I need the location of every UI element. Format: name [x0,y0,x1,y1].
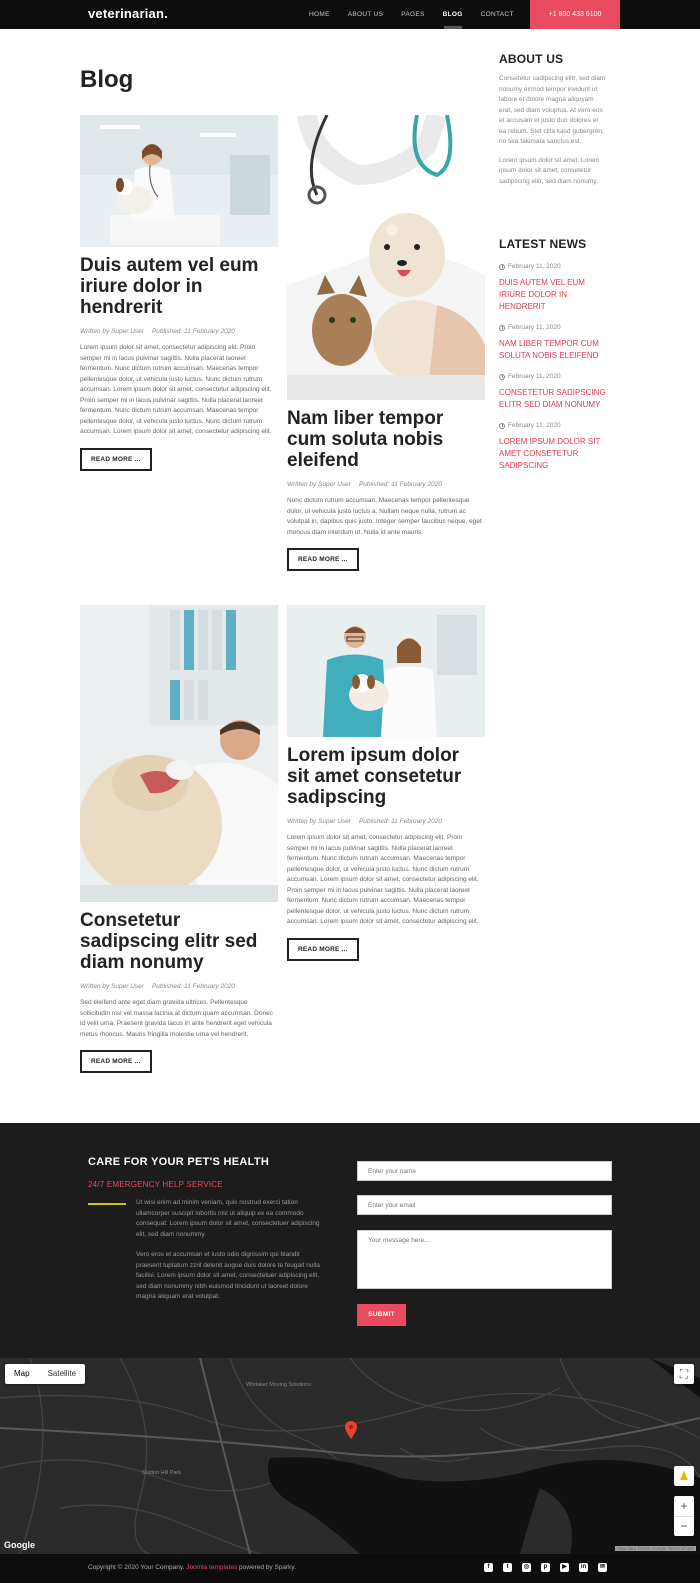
nav-contact[interactable]: CONTACT [480,11,514,18]
post-excerpt: Nunc dictum rutrum accumsan. Maecenas tempor pellentesque dolor, ut vehicula justo luctus a. Nullam neque nulla, rutrum ac volutpat in, dapibus quis justo. Integer semper faucibus neque, eget rhoncus diam interdum ut. Nulla id ante mauris. [287,497,482,536]
contact-subtitle: 24/7 EMERGENCY HELP SERVICE [88,1180,223,1189]
post-image-puppy-and-kitten[interactable] [287,115,485,400]
read-more-button[interactable]: READ MORE ... [80,1050,152,1073]
page-title: Blog [80,66,134,93]
news-date [499,324,607,331]
post-excerpt: Lorem ipsum dolor sit amet, consectetur adipiscing elit. Proin semper mi in lacus pulvinar sagittis. Nulla placerat laoreet fermentum. Nunc dictum rutrum accumsan. Maecenas tempor pellentesque dolor, ut vehicula justo luctus. Nunc dictum rutrum accumsan. Lorem ipsum dolor sit amet, consectetur adipiscing elit. Proin semper mi in lacus pulvinar sagittis. Nulla placerat laoreet fermentum. Nunc dictum rutrum accumsan. Maecenas tempor pellentesque dolor, ut vehicula justo luctus. Nunc dictum rutrum accumsan. Lorem ipsum dolor sit amet, consectetur adipiscing elit. [287,834,479,925]
google-logo: Google [4,1540,35,1550]
post-excerpt: Sed eleifend ante eget diam gravida ultrices. Pellentesque sollicitudin nisl vel massa lacinia at dictum quam accumsan. Donec id velit urna. Praesent gravida lacus in ante hendrerit eget vehicula metus rhoncus. Mauris fringilla molestie urna vel hendrerit. [80,999,273,1038]
news-link[interactable]: LOREM IPSUM DOLOR SIT AMET CONSETETUR SADIPSCING [499,437,601,470]
map-label: Station Hill Park [142,1470,182,1476]
post-title[interactable]: Consetetur sadipscing elitr sed diam nonumy [80,910,258,973]
map-tab[interactable]: Map [14,1369,30,1378]
nav-about-us[interactable]: ABOUT US [347,11,384,18]
post-excerpt: Lorem ipsum dolor sit amet, consectetur adipiscing elit. Proin semper mi in lacus pulvinar sagittis. Nulla placerat laoreet fermentum. Nunc dictum rutrum accumsan. Maecenas tempor pellentesque dolor, ut vehicula justo luctus. Nunc dictum rutrum accumsan. Lorem ipsum dolor sit amet, consectetur adipiscing elit. Proin semper mi in lacus pulvinar sagittis. Nulla placerat laoreet fermentum. Nunc dictum rutrum accumsan. Maecenas tempor pellentesque dolor, ut vehicula justo luctus. Nunc dictum rutrum accumsan. Lorem ipsum dolor sit amet, consectetur adipiscing elit. [80,344,272,435]
top-navbar [0,0,700,29]
satellite-tab[interactable]: Satellite [47,1369,77,1378]
map-attribution[interactable]: Map data ©2020 Google Terms of Use [617,1546,694,1551]
news-date-text: February 11, 2020 [508,373,561,380]
footer [0,1554,700,1583]
clock-icon [499,423,505,429]
message-textarea[interactable] [357,1230,612,1289]
read-more-button[interactable]: READ MORE ... [80,448,152,471]
post-meta [287,481,485,488]
google-map[interactable] [0,1358,700,1554]
joomla-templates-link[interactable]: Joomla templates [186,1564,238,1571]
map-pin-icon[interactable] [345,1421,357,1439]
pinterest-icon[interactable]: p [541,1563,550,1572]
about-text: Consetetur sadipscing elitr, sed diam nonumy eirmod tempor invidunt ut labore et dolore magna aliquyam erat, sed diam voluptua. At vero eos et accusam et justo duo dolores et ea rebum. Stet clita kasd gubergren, no sea takimata sanctus est. [499,75,606,145]
clock-icon [499,374,505,380]
post-image-vet-examining-dog[interactable] [80,605,278,902]
map-type-control [5,1364,85,1384]
post-date: Published: 11 February 2020 [151,983,235,990]
instagram-icon[interactable]: ◎ [523,1564,530,1570]
fullscreen-icon[interactable]: ⛶ [674,1364,694,1384]
post-image-vet-with-dog[interactable] [80,115,278,247]
post-title[interactable]: Lorem ipsum dolor sit amet consetetur sadipscing [287,745,462,808]
post-image-two-vets-with-dog[interactable] [287,605,485,737]
post-title[interactable]: Nam liber tempor cum soluta nobis eleifend [287,408,444,471]
news-date-text: February 11, 2020 [508,324,561,331]
blog-post [287,115,485,571]
nav-blog[interactable]: BLOG [434,0,472,29]
news-date-text: February 11, 2020 [508,422,561,429]
news-date [499,422,607,429]
social-links [484,1563,607,1572]
twitter-icon[interactable]: t [503,1563,512,1572]
contact-section [0,1123,700,1358]
blog-post [287,605,485,961]
copyright [88,1564,296,1571]
contact-text: Vero eros et accumsan et iusto odio dignissim qui blandit praesent luptatum zzril delenit augue duis dolore te feugait nulla facilisi. Lorem ipsum dolor sit amet, consectetuer adipiscing elit, sed diam nonummy nibh euismod tincidunt ut laoreet dolore magna aliquam erat volutpat. [136,1251,320,1300]
blog-post [80,605,278,1073]
about-heading: ABOUT US [499,52,564,66]
news-link[interactable]: DUIS AUTEM VEL EUM IRIURE DOLOR IN HENDRERIT [499,278,585,311]
phone-button[interactable]: +1 800 433 6100 [530,0,620,29]
email-input[interactable] [357,1195,612,1215]
blog-post [80,115,278,471]
read-more-button[interactable]: READ MORE ... [287,548,359,571]
name-input[interactable] [357,1161,612,1181]
post-author: Written by Super User [287,818,351,825]
facebook-icon[interactable]: f [484,1563,493,1572]
news-date-text: February 11, 2020 [508,263,561,270]
youtube-icon[interactable]: ▶ [560,1563,569,1572]
post-author: Written by Super User [80,328,144,335]
main-nav [300,0,523,29]
read-more-button[interactable]: READ MORE ... [287,938,359,961]
contact-title: CARE FOR YOUR PET'S HEALTH [88,1156,270,1168]
accent-divider [88,1203,126,1205]
zoom-out-icon[interactable]: − [674,1516,694,1536]
post-author: Written by Super User [80,983,144,990]
email-icon[interactable]: ✉ [599,1564,606,1570]
news-date [499,263,607,270]
news-link[interactable]: NAM LIBER TEMPOR CUM SOLUTA NOBIS ELEIFEND [499,339,599,360]
news-link[interactable]: CONSETETUR SADIPSCING ELITR SED DIAM NONUMY [499,388,606,409]
map-canvas[interactable] [0,1358,700,1554]
clock-icon [499,264,505,270]
street-view-pegman-icon[interactable]: ♟ [674,1466,694,1486]
post-meta [80,983,278,990]
site-logo[interactable]: veterinarian. [88,6,168,21]
post-date: Published: 11 February 2020 [358,818,442,825]
post-date: Published: 11 February 2020 [358,481,442,488]
post-title[interactable]: Duis autem vel eum iriure dolor in hendrerit [80,255,259,318]
nav-home[interactable]: HOME [309,11,330,18]
sidebar [499,52,607,472]
post-meta [287,818,485,825]
zoom-in-icon[interactable]: + [680,1499,688,1513]
about-text: Lorem ipsum dolor sit amet. Lorem ipsum dolor sit amet, consetetur sadipscing elitr, sed diam nonumy. [499,156,600,185]
post-author: Written by Super User [287,481,351,488]
latest-news-heading: LATEST NEWS [499,237,587,251]
zoom-control [674,1496,694,1536]
linkedin-icon[interactable]: in [580,1564,587,1570]
nav-pages[interactable]: PAGES [401,11,425,18]
post-date: Published: 11 February 2020 [151,328,235,335]
copyright-text: Copyright © 2020 Your Company. [88,1564,185,1571]
news-date [499,373,607,380]
map-label: Whitaker Moving Solutions [246,1382,312,1388]
post-meta [80,328,278,335]
copyright-suffix: powered by Sparky. [239,1564,296,1571]
clock-icon [499,325,505,331]
submit-button[interactable]: SUBMIT [357,1304,406,1326]
contact-text: Ut wisi enim ad minim veniam, quis nostrud exerci tation ullamcorper suscipit lobortis nisl ut aliquip ex ea commodo consequat. Lorem ipsum dolor sit amet, consectetuer adipiscing elit, sed diam nonummy. [136,1199,320,1238]
